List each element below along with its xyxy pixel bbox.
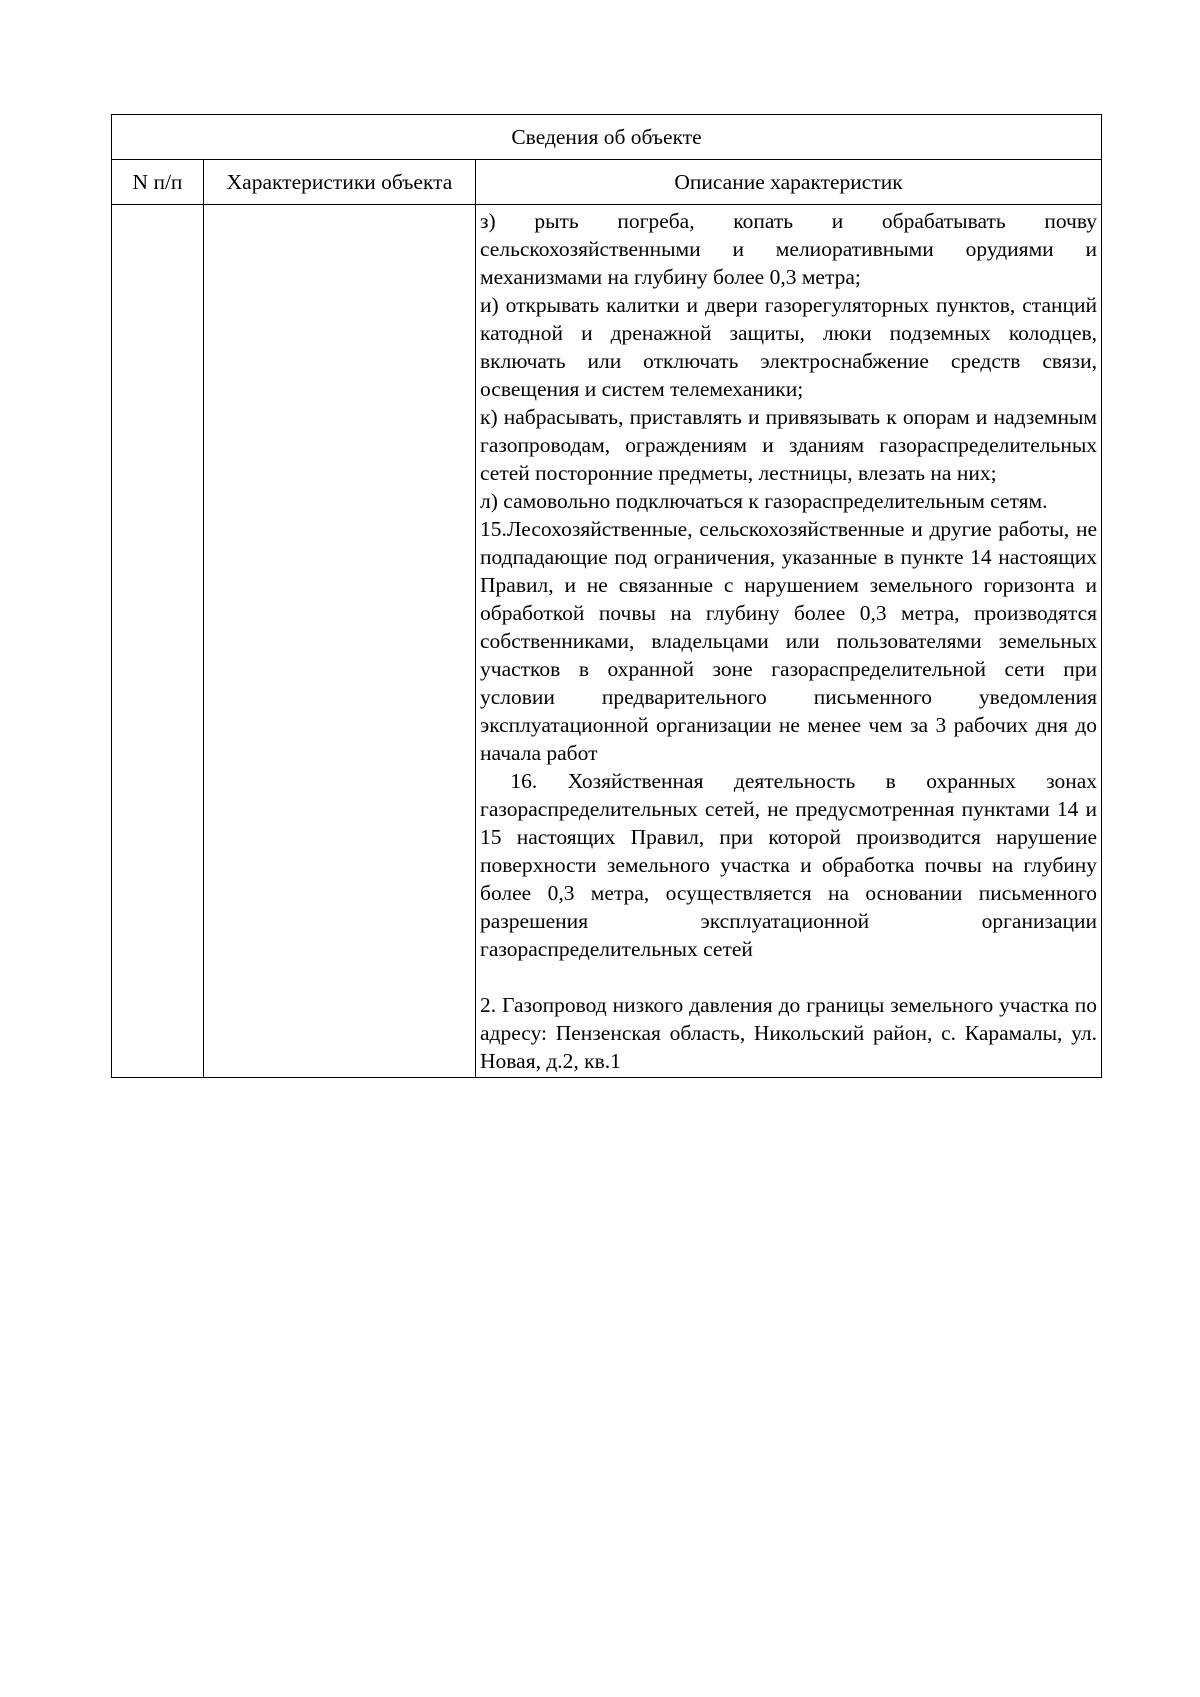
header-num: N п/п bbox=[112, 160, 204, 205]
paragraph-i: и) открывать калитки и двери газорегуляторных пунктов, станций катодной и дренажной защиты, люки подземных колодцев, включать или отключать электроснабжение средств связи, освещения и систем телемеханики; bbox=[480, 293, 1098, 401]
header-characteristics: Характеристики объекта bbox=[204, 160, 476, 205]
paragraph-k: к) набрасывать, приставлять и привязывать к опорам и надземным газопроводам, ограждениям и зданиям газораспределительных сетей посторонние предметы, лестницы, влезать на них; bbox=[480, 405, 1098, 485]
paragraph-z: з) рыть погреба, копать и обрабатывать почву сельскохозяйственными и мелиоративными орудиями и механизмами на глубину более 0,3 метра; bbox=[480, 209, 1098, 289]
paragraph-gap bbox=[480, 963, 1097, 991]
object-info-table bbox=[111, 114, 1102, 1078]
table-title-row bbox=[112, 115, 1102, 160]
row-description-cell bbox=[476, 205, 1102, 1078]
paragraph-gas-pipeline: 2. Газопровод низкого давления до границы земельного участка по адресу: Пензенская область, Никольский район, с. Карамалы, ул. Новая, д.2, кв.1 bbox=[480, 993, 1098, 1073]
paragraph-15: 15.Лесохозяйственные, сельскохозяйственные и другие работы, не подпадающие под ограничения, указанные в пункте 14 настоящих Правил, и не связанные с нарушением земельного горизонта и обработкой почвы на глубину более 0,3 метра, производятся собственниками, владельцами или пользователями земельных участков в охранной зоне газораспределительной сети при условии предварительного письменного уведомления эксплуатационной организации не менее чем за 3 рабочих дня до начала работ bbox=[480, 517, 1098, 765]
table-title: Сведения об объекте bbox=[112, 115, 1102, 160]
paragraph-16: 16. Хозяйственная деятельность в охранных зонах газораспределительных сетей, не предусмотренная пунктами 14 и 15 настоящих Правил, при которой производится нарушение поверхности земельного участка и обработка почвы на глубину более 0,3 метра, осуществляется на основании письменного разрешения эксплуатационной организации газораспределительных сетей bbox=[480, 769, 1103, 961]
row-characteristics-cell bbox=[204, 205, 476, 1078]
paragraph-l: л) самовольно подключаться к газораспределительным сетям. bbox=[480, 489, 1048, 513]
table-header-row bbox=[112, 160, 1102, 205]
header-description: Описание характеристик bbox=[476, 160, 1102, 205]
table-row bbox=[112, 205, 1102, 1078]
row-num-cell bbox=[112, 205, 204, 1078]
